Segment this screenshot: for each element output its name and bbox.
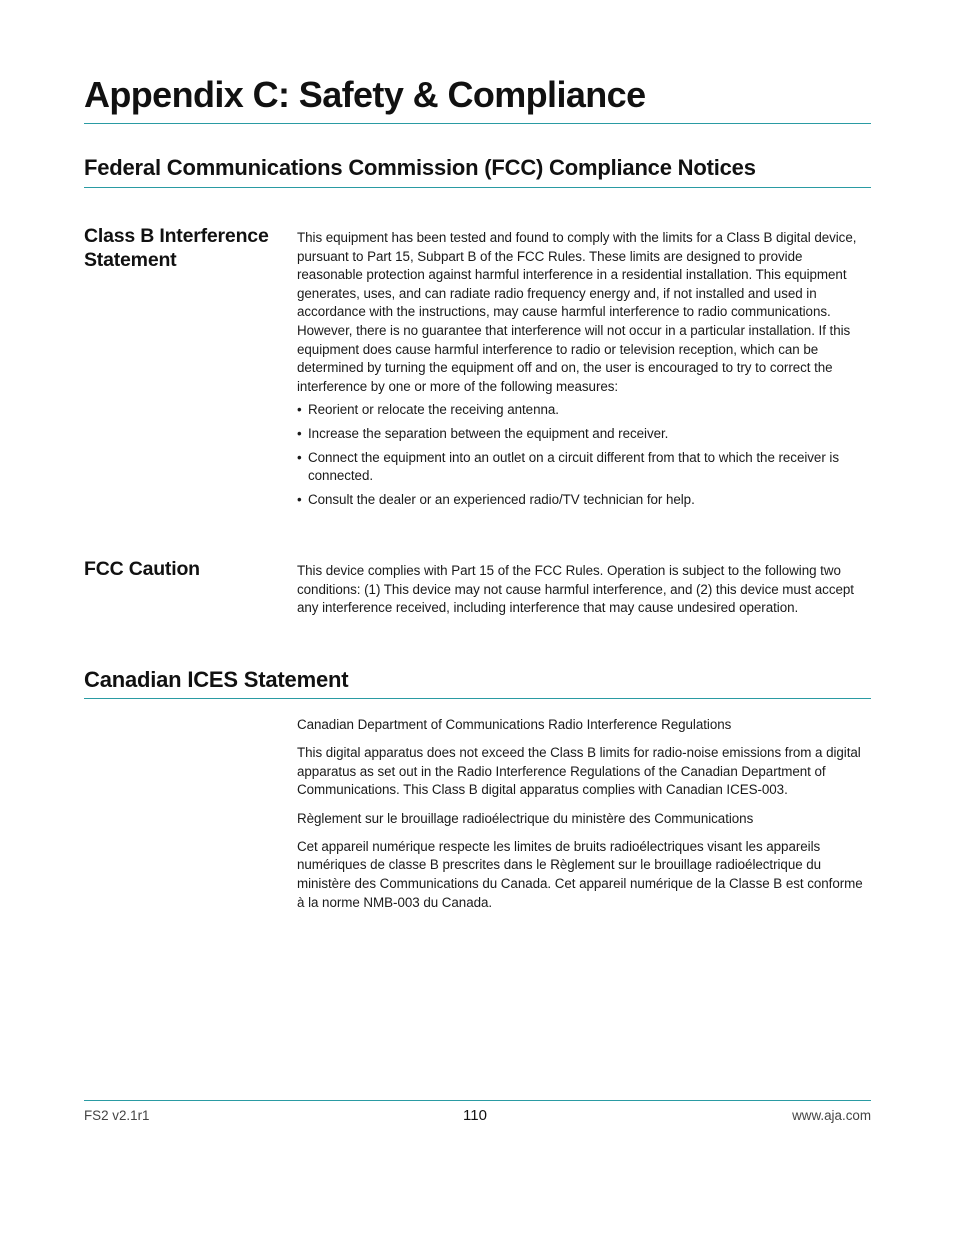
fcc-caution-paragraph: This device complies with Part 15 of the FCC Rules. Operation is subject to the following two conditions: (1) This device may not cause harmful interference, and (2) this device must accept any interference received, including interference that may cause undesired operation. [297, 563, 854, 616]
class-b-heading: Class B Interference Statement [84, 225, 269, 271]
class-b-paragraph: This equipment has been tested and found to comply with the limits for a Class B digital device, pursuant to Part 15, Subpart B of the FCC Rules. These limits are designed to provide reasonable protection against harmful interference in a residential installation. This equipment generates, uses, and can radiate radio frequency energy and, if not installed and used in accordance with the instructions, may cause harmful interference to radio communications. However, there is no guarantee that interference will not occur in a particular installation. If this equipment does cause harmful interference to radio or television reception, which can be determined by turning the equipment off and on, the user is encouraged to try to correct the interference by one or more of the following measures: [297, 230, 857, 394]
canada-section-title: Canadian ICES Statement [84, 667, 349, 692]
list-item: • Increase the separation between the equipment and receiver. [297, 425, 869, 444]
footer-website-link[interactable]: www.aja.com [792, 1108, 871, 1123]
title-rule [84, 123, 871, 124]
interference-measures-list [297, 401, 869, 509]
footer-product-version: FS2 v2.1r1 [84, 1108, 150, 1123]
fcc-caution-body [297, 562, 869, 618]
fcc-section-rule [84, 187, 871, 188]
page-title: Appendix C: Safety & Compliance [84, 74, 646, 115]
bullet-icon: • [297, 449, 302, 465]
canada-paragraph: Règlement sur le brouillage radioélectrique du ministère des Communications [297, 810, 754, 826]
canada-paragraph: Cet appareil numérique respecte les limites de bruits radioélectriques visant les appareils numériques de classe B prescrites dans le Règlement sur le brouillage radioélectrique du ministère des Communications du Canada. Cet appareil numérique de la Classe B est conforme à la norme NMB-003 du Canada. [297, 838, 863, 910]
list-item: • Reorient or relocate the receiving antenna. [297, 401, 869, 420]
bullet-icon: • [297, 491, 302, 507]
bullet-icon: • [297, 425, 302, 441]
canada-body [297, 716, 869, 922]
list-item: • Connect the equipment into an outlet on a circuit different from that to which the receiver is connected. [297, 449, 839, 484]
fcc-section-title: Federal Communications Commission (FCC) Compliance Notices [84, 155, 756, 180]
fcc-caution-heading: FCC Caution [84, 558, 200, 580]
bullet-icon: • [297, 402, 302, 418]
canada-section-rule [84, 698, 871, 699]
canada-paragraph: Canadian Department of Communications Radio Interference Regulations [297, 717, 732, 732]
page-number: 110 [463, 1107, 487, 1124]
class-b-body [297, 229, 869, 509]
canada-paragraph: This digital apparatus does not exceed the Class B limits for radio-noise emissions from a digital apparatus as set out in the Radio Interference Regulations of the Canadian Department of Communications. This Class B digital apparatus complies with Canadian ICES-003. [297, 745, 861, 798]
footer-rule [84, 1100, 871, 1101]
list-item: • Consult the dealer or an experienced radio/TV technician for help. [297, 491, 869, 510]
